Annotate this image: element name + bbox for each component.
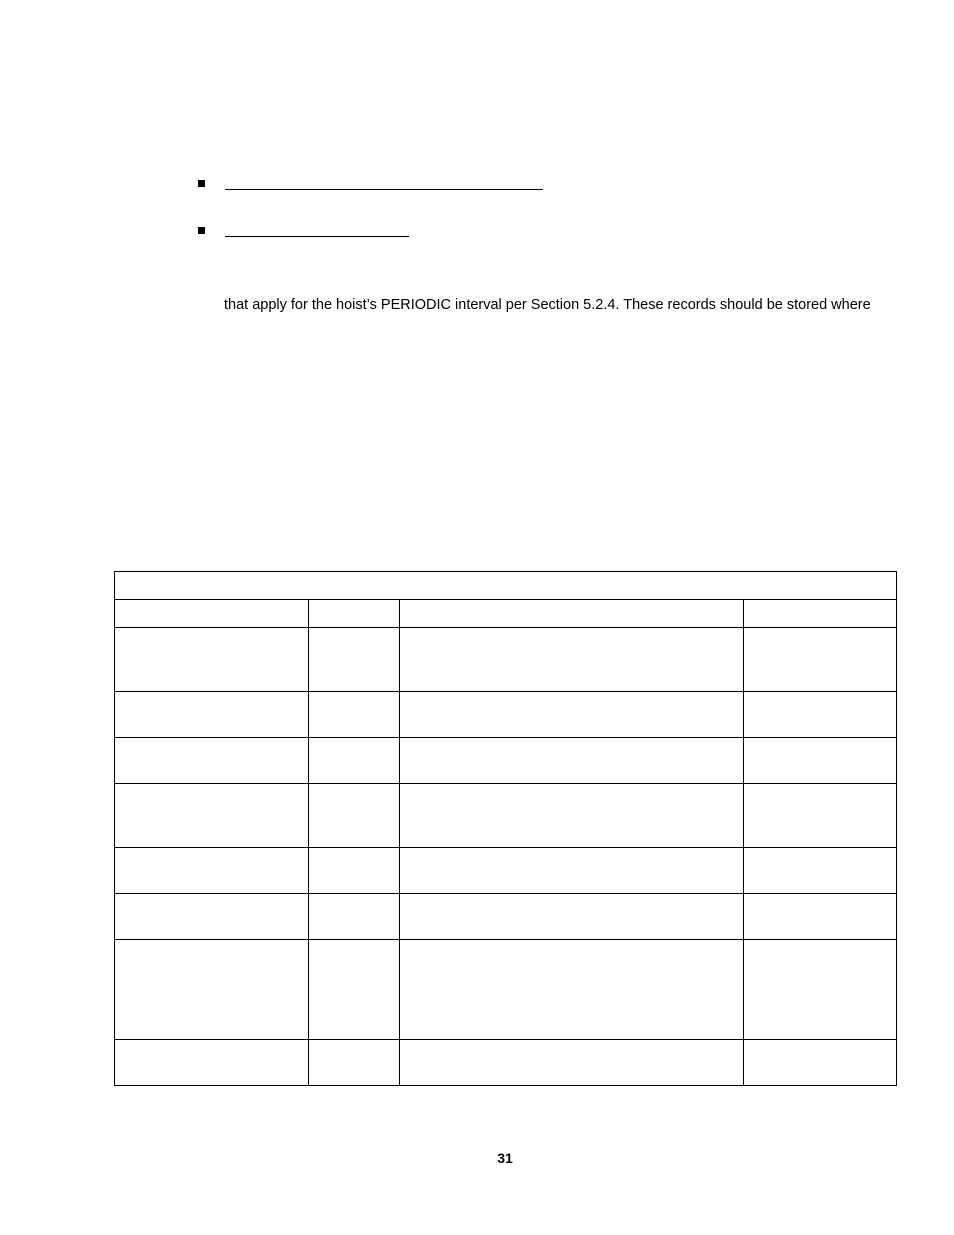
bullet-marker-1 [198, 180, 205, 187]
records-table [114, 571, 897, 1086]
table-row-divider [115, 939, 896, 940]
table-column-divider [399, 599, 400, 1085]
table-row-divider [115, 737, 896, 738]
table-column-divider [308, 599, 309, 1085]
body-paragraph: that apply for the hoist’s PERIODIC interval per Section 5.2.4. These records should be stored where [224, 297, 871, 313]
table-row-divider [115, 691, 896, 692]
table-row-divider [115, 893, 896, 894]
page-number: 31 [497, 1150, 513, 1166]
table-header-divider [115, 599, 896, 600]
table-column-divider [743, 599, 744, 1085]
table-row-divider [115, 1039, 896, 1040]
table-row-divider [115, 847, 896, 848]
table-row-divider [115, 783, 896, 784]
fill-in-line-2 [225, 236, 409, 237]
bullet-marker-2 [198, 227, 205, 234]
table-row-divider [115, 627, 896, 628]
fill-in-line-1 [225, 189, 543, 190]
